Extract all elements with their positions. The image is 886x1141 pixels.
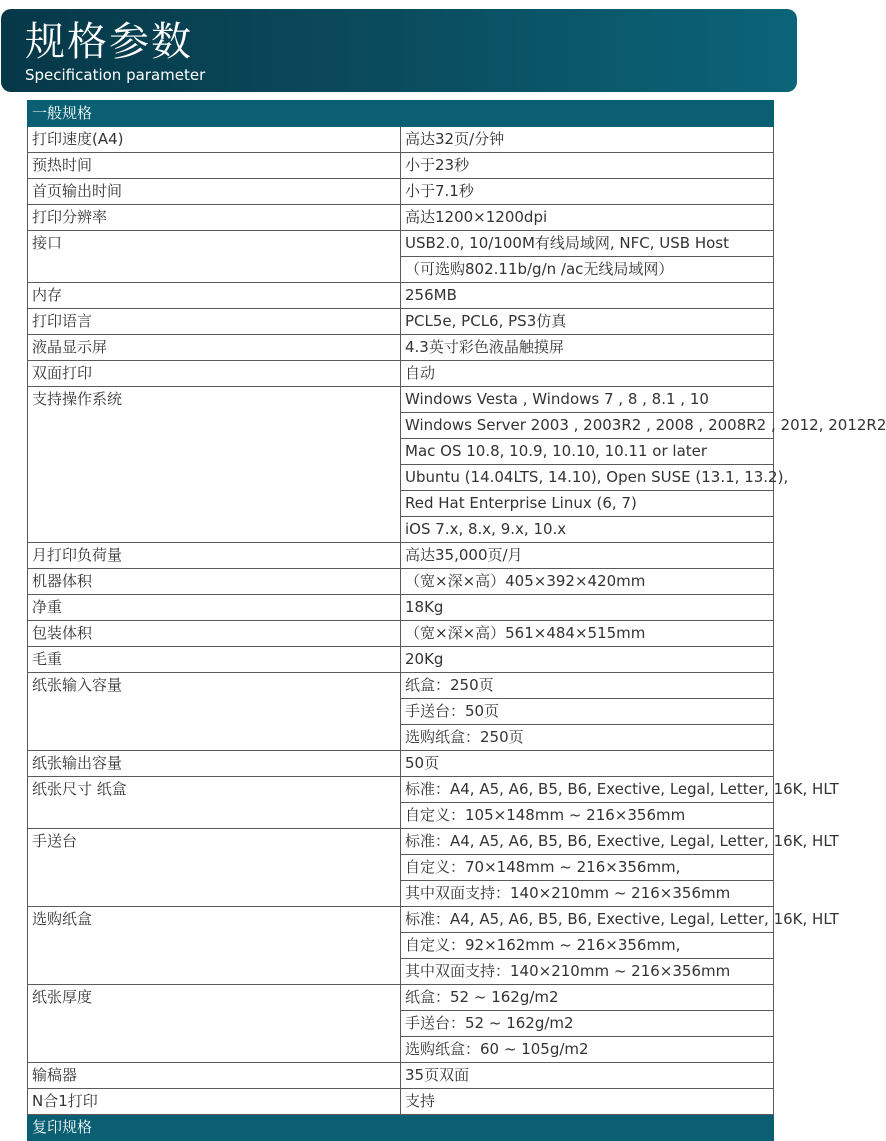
spec-value: 纸盒：250页 — [401, 673, 774, 699]
table-row — [28, 777, 774, 803]
spec-value: Mac OS 10.8, 10.9, 10.10, 10.11 or later — [401, 439, 774, 465]
spec-value: 256MB — [401, 283, 774, 309]
table-row — [28, 361, 774, 387]
spec-value: 高达1200×1200dpi — [401, 205, 774, 231]
table-row — [28, 127, 774, 153]
table-row — [28, 647, 774, 673]
section-header — [28, 1115, 774, 1141]
spec-value: iOS 7.x, 8.x, 9.x, 10.x — [401, 517, 774, 543]
spec-value: 自定义：92×162mm ~ 216×356mm, — [401, 933, 774, 959]
header-banner — [1, 9, 797, 92]
spec-label: 打印分辨率 — [28, 205, 401, 231]
table-row — [28, 985, 774, 1011]
spec-value: 50页 — [401, 751, 774, 777]
spec-value: 其中双面支持：140×210mm ~ 216×356mm — [401, 959, 774, 985]
table-row — [28, 1063, 774, 1089]
table-row — [28, 673, 774, 699]
spec-value: 标准：A4, A5, A6, B5, B6, Exective, Legal, Letter, 16K, HLT — [401, 829, 774, 855]
spec-label: 机器体积 — [28, 569, 401, 595]
spec-value: 支持 — [401, 1089, 774, 1115]
spec-label: 月打印负荷量 — [28, 543, 401, 569]
table-row — [28, 595, 774, 621]
spec-value: 35页双面 — [401, 1063, 774, 1089]
spec-value: （可选购802.11b/g/n /ac无线局域网） — [401, 257, 774, 283]
spec-value: 20Kg — [401, 647, 774, 673]
spec-label: 净重 — [28, 595, 401, 621]
spec-label: 接口 — [28, 231, 401, 283]
table-row — [28, 387, 774, 413]
spec-value: 选购纸盒：60 ~ 105g/m2 — [401, 1037, 774, 1063]
table-row — [28, 153, 774, 179]
table-row — [28, 335, 774, 361]
spec-label: 预热时间 — [28, 153, 401, 179]
spec-label: 纸张尺寸 纸盒 — [28, 777, 401, 829]
spec-value: PCL5e, PCL6, PS3仿真 — [401, 309, 774, 335]
spec-label: 液晶显示屏 — [28, 335, 401, 361]
spec-value: 自定义：105×148mm ~ 216×356mm — [401, 803, 774, 829]
table-row — [28, 309, 774, 335]
spec-value: Windows Vesta , Windows 7 , 8 , 8.1 , 10 — [401, 387, 774, 413]
spec-value: 4.3英寸彩色液晶触摸屏 — [401, 335, 774, 361]
table-row — [28, 829, 774, 855]
section-title: 复印规格 — [28, 1115, 774, 1141]
spec-label: 首页输出时间 — [28, 179, 401, 205]
page-title: 规格参数 — [25, 19, 193, 65]
spec-value: 纸盒：52 ~ 162g/m2 — [401, 985, 774, 1011]
spec-value: 自定义：70×148mm ~ 216×356mm, — [401, 855, 774, 881]
table-row — [28, 621, 774, 647]
spec-label: 毛重 — [28, 647, 401, 673]
spec-value: 小于7.1秒 — [401, 179, 774, 205]
spec-value: 手送台：50页 — [401, 699, 774, 725]
spec-label: 支持操作系统 — [28, 387, 401, 543]
spec-label: N合1打印 — [28, 1089, 401, 1115]
page-subtitle: Specification parameter — [25, 66, 206, 84]
spec-value: 选购纸盒：250页 — [401, 725, 774, 751]
spec-label: 打印速度(A4) — [28, 127, 401, 153]
table-row — [28, 231, 774, 257]
spec-value: 自动 — [401, 361, 774, 387]
spec-label: 选购纸盒 — [28, 907, 401, 985]
spec-value: USB2.0, 10/100M有线局域网, NFC, USB Host — [401, 231, 774, 257]
spec-value: 18Kg — [401, 595, 774, 621]
table-row — [28, 1089, 774, 1115]
table-row — [28, 543, 774, 569]
table-row — [28, 907, 774, 933]
spec-value: Red Hat Enterprise Linux (6, 7) — [401, 491, 774, 517]
spec-value: （宽×深×高）561×484×515mm — [401, 621, 774, 647]
section-header — [28, 101, 774, 127]
spec-value: 其中双面支持：140×210mm ~ 216×356mm — [401, 881, 774, 907]
spec-label: 双面打印 — [28, 361, 401, 387]
spec-label: 纸张厚度 — [28, 985, 401, 1063]
table-row — [28, 205, 774, 231]
spec-value: Ubuntu (14.04LTS, 14.10), Open SUSE (13.1, 13.2), — [401, 465, 774, 491]
table-row — [28, 569, 774, 595]
spec-label: 纸张输入容量 — [28, 673, 401, 751]
spec-label: 手送台 — [28, 829, 401, 907]
spec-value: 高达32页/分钟 — [401, 127, 774, 153]
table-row — [28, 751, 774, 777]
spec-value: 小于23秒 — [401, 153, 774, 179]
spec-label: 打印语言 — [28, 309, 401, 335]
spec-value: 高达35,000页/月 — [401, 543, 774, 569]
spec-value: Windows Server 2003 , 2003R2 , 2008 , 2008R2 , 2012, 2012R2 — [401, 413, 774, 439]
spec-label: 纸张输出容量 — [28, 751, 401, 777]
spec-value: 手送台：52 ~ 162g/m2 — [401, 1011, 774, 1037]
table-row — [28, 179, 774, 205]
spec-label: 输稿器 — [28, 1063, 401, 1089]
table-row — [28, 283, 774, 309]
spec-label: 内存 — [28, 283, 401, 309]
spec-label: 包装体积 — [28, 621, 401, 647]
spec-value: 标准：A4, A5, A6, B5, B6, Exective, Legal, Letter, 16K, HLT — [401, 777, 774, 803]
spec-table — [27, 100, 886, 1141]
spec-value: 标准：A4, A5, A6, B5, B6, Exective, Legal, Letter, 16K, HLT — [401, 907, 774, 933]
section-title: 一般规格 — [28, 101, 774, 127]
spec-value: （宽×深×高）405×392×420mm — [401, 569, 774, 595]
